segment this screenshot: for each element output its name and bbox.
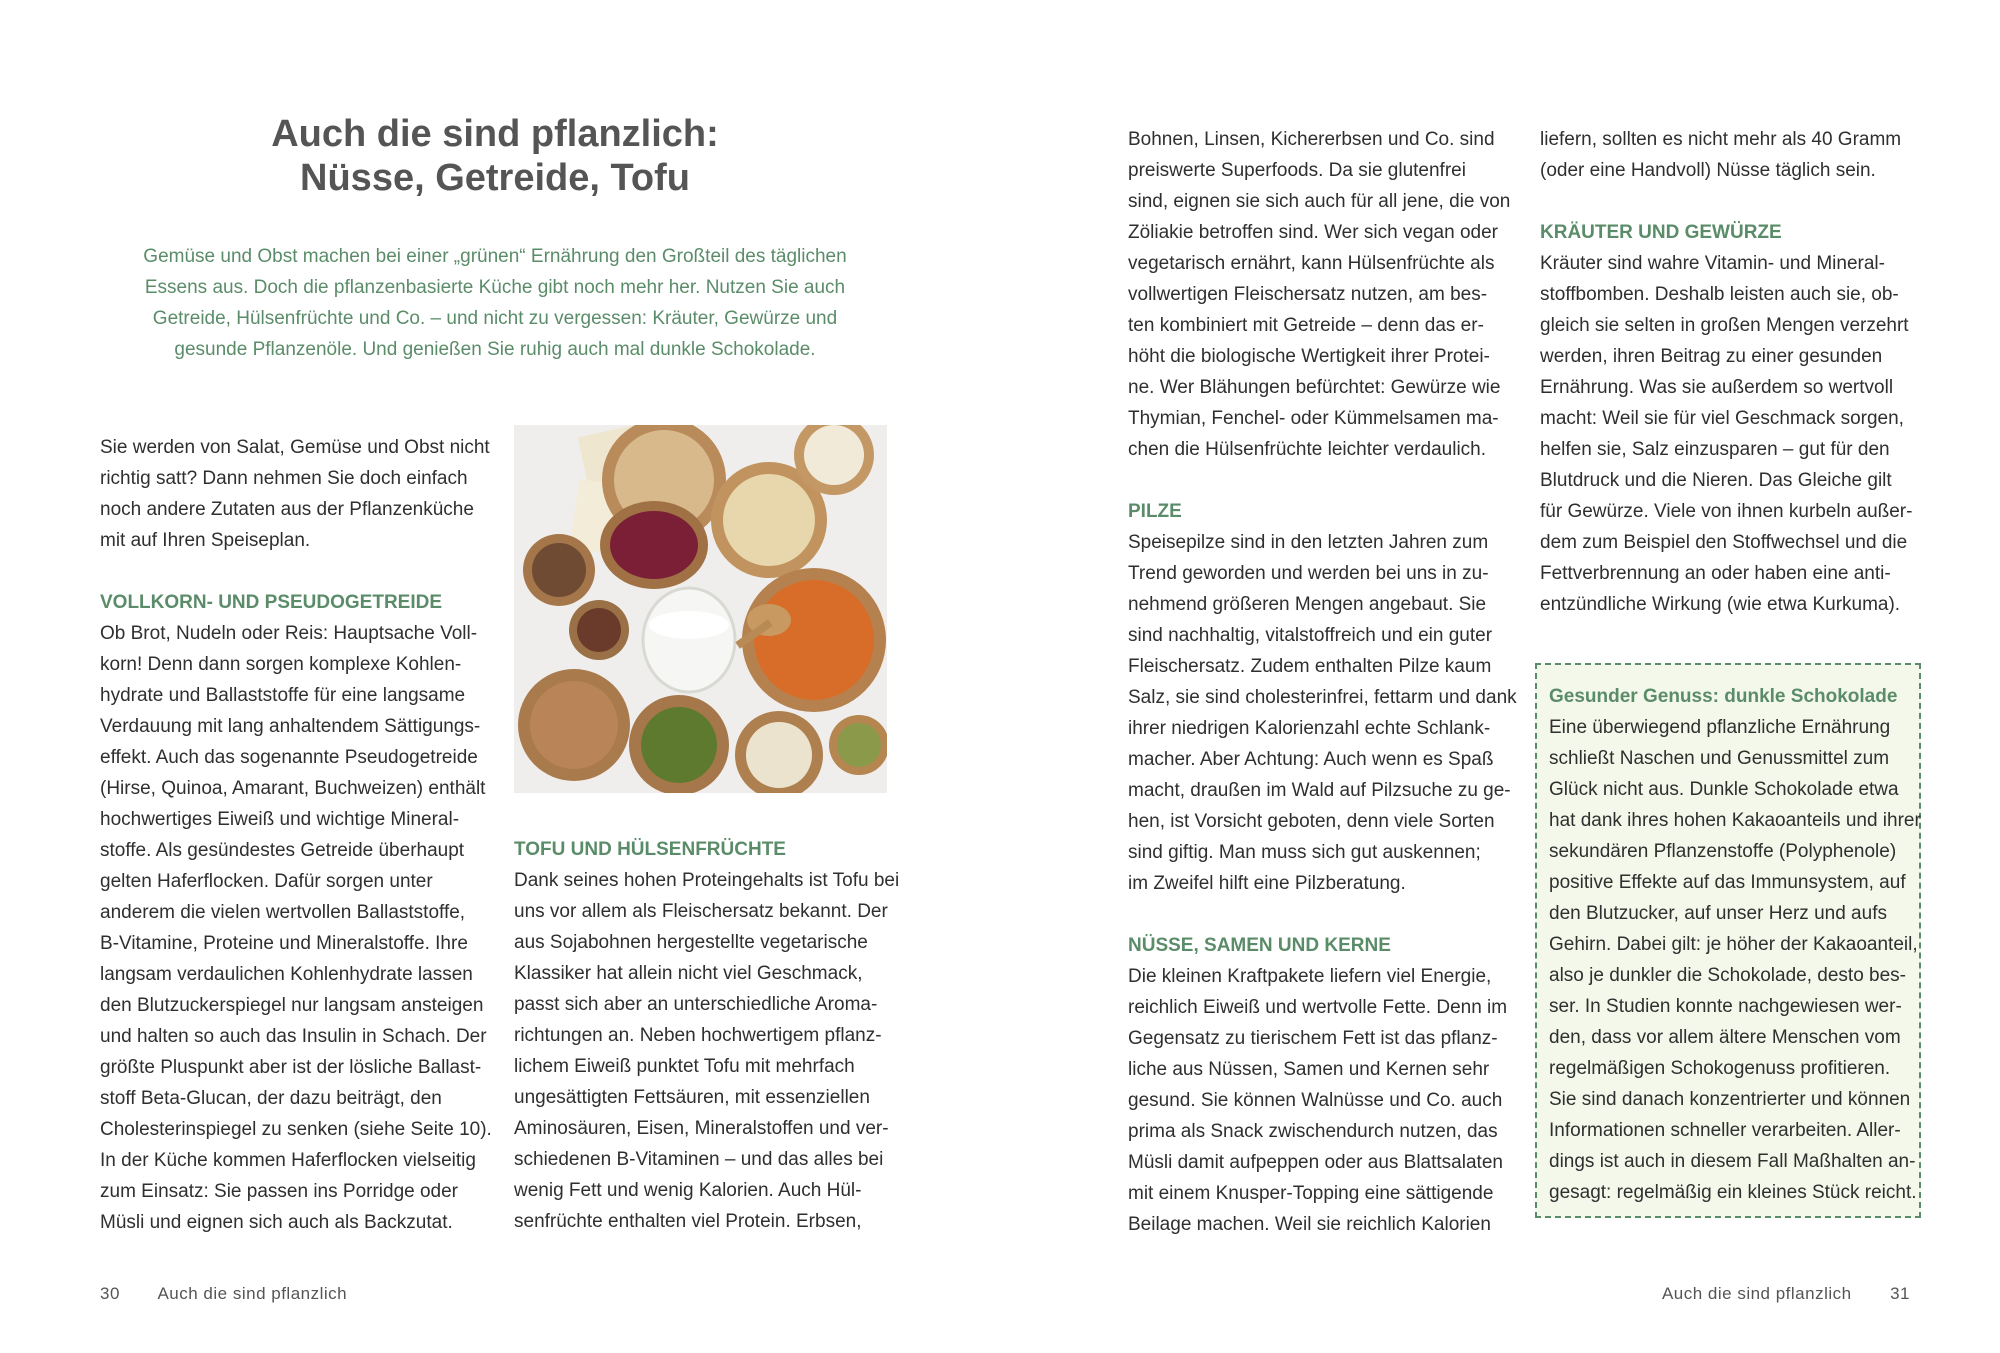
text-line: chen die Hülsenfrüchte leichter verdaulich. [1128,439,1487,460]
page-title [100,112,890,200]
tip-text [1549,712,1921,1208]
text-line: den Blutzuckerspiegel nur langsam ansteigen [100,995,484,1016]
text-line: ihrer niedrigen Kalorienzahl echte Schlank- [1128,718,1491,739]
heading-vollkorn: VOLLKORN- UND PSEUDOGETREIDE [100,592,443,613]
text-line: Beilage machen. Weil sie reichlich Kalorien [1128,1214,1491,1235]
text-line: sind nachhaltig, vitalstoffreich und ein guter [1128,625,1493,646]
heading-tofu: TOFU UND HÜLSENFRÜCHTE [514,839,786,860]
text-line: für Gewürze. Viele von ihnen kurbeln außer- [1540,501,1913,522]
text-line: vollwertigen Fleischersatz nutzen, am bes- [1128,284,1488,305]
col3-huelsen-text [1128,124,1528,465]
col3-pilze-text [1128,527,1528,899]
column-2 [514,834,914,1237]
text-line: Blutdruck und die Nieren. Das Gleiche gilt [1540,470,1892,491]
text-line: wenig Fett und wenig Kalorien. Auch Hül- [514,1180,862,1201]
text-line: sind giftig. Man muss sich gut auskennen; [1128,842,1481,863]
text-line: liche aus Nüssen, Samen und Kernen sehr [1128,1059,1490,1080]
text-line: den, dass vor allem ältere Menschen vom [1549,1027,1901,1048]
column-4 [1540,124,1940,620]
text-line: (Hirse, Quinoa, Amarant, Buchweizen) enthält [100,778,486,799]
legumes-nuts-image [514,425,887,793]
text-line: In der Küche kommen Haferflocken vielseitig [100,1150,476,1171]
text-line: effekt. Auch das sogenannte Pseudogetreide [100,747,478,768]
text-line: lichem Eiweiß punktet Tofu mit mehrfach [514,1056,855,1077]
heading-kraeuter: KRÄUTER UND GEWÜRZE [1540,222,1782,243]
text-line: Eine überwiegend pflanzliche Ernährung [1549,717,1891,738]
text-line: sekundären Pflanzenstoffe (Polyphenole) [1549,841,1897,862]
footer-title-right: Auch die sind pflanzlich [1661,1284,1852,1303]
text-line: stoffbomben. Deshalb leisten auch sie, ob- [1540,284,1899,305]
text-line: Gegensatz zu tierischem Fett ist das pflanz- [1128,1028,1498,1049]
column-3 [1128,124,1528,1240]
col4-kraeuter-text [1540,248,1940,620]
text-line: dings ist auch in diesem Fall Maßhalten an- [1549,1151,1916,1172]
text-line: Thymian, Fenchel- oder Kümmelsamen ma- [1128,408,1499,429]
footer-title-left: Auch die sind pflanzlich [157,1284,348,1303]
text-line: reichlich Eiweiß und wertvolle Fette. Denn im [1128,997,1508,1018]
text-line: (oder eine Handvoll) Nüsse täglich sein. [1540,160,1876,181]
text-line: hochwertiges Eiweiß und wichtige Mineral- [100,809,460,830]
text-line: stoffe. Als gesündestes Getreide überhaupt [100,840,465,861]
text-line: helfen sie, Salz einzusparen – gut für den [1540,439,1890,460]
tip-heading: Gesunder Genuss: dunkle Schokolade [1549,686,1898,707]
heading-nuesse: NÜSSE, SAMEN UND KERNE [1128,935,1391,956]
col4-nuesse-text [1540,124,1940,186]
col1-intro-text [100,432,500,556]
text-line: ungesättigten Fettsäuren, mit essenziellen [514,1087,870,1108]
text-line: Sie sind danach konzentrierter und können [1549,1089,1911,1110]
text-line: im Zweifel hilft eine Pilzberatung. [1128,873,1406,894]
text-line: macht, draußen im Wald auf Pilzsuche zu ge- [1128,780,1511,801]
text-line: höht die biologische Wertigkeit ihrer Protei- [1128,346,1490,367]
text-line: macht: Weil sie für viel Geschmack sorgen, [1540,408,1904,429]
text-line: sind, eignen sie sich auch für all jene, die von [1128,191,1511,212]
text-line: Gehirn. Dabei gilt: je höher der Kakaoanteil, [1549,934,1918,955]
text-line: gleich sie selten in großen Mengen verzehrt [1540,315,1909,336]
text-line: liefern, sollten es nicht mehr als 40 Gramm [1540,129,1902,150]
text-line: Ernährung. Was sie außerdem so wertvoll [1540,377,1894,398]
title-line-2: Nüsse, Getreide, Tofu [300,157,690,199]
col1-vollkorn-text [100,618,500,1238]
text-line: Fleischersatz. Zudem enthalten Pilze kaum [1128,656,1492,677]
text-line: Müsli und eignen sich auch als Backzutat. [100,1212,453,1233]
text-line: Dank seines hohen Proteingehalts ist Tofu bei [514,870,900,891]
footer-left [100,1284,347,1304]
text-line: entzündliche Wirkung (wie etwa Kurkuma). [1540,594,1901,615]
heading-pilze: PILZE [1128,501,1182,522]
text-line: B-Vitamine, Proteine und Mineralstoffe. Ihre [100,933,468,954]
text-line: gelten Haferflocken. Dafür sorgen unter [100,871,433,892]
col3-nuesse-text [1128,961,1528,1240]
tip-box-chocolate [1535,663,1921,1218]
text-line: Die kleinen Kraftpakete liefern viel Energie, [1128,966,1492,987]
text-line: korn! Denn dann sorgen komplexe Kohlen- [100,654,462,675]
text-line: dem zum Beispiel den Stoffwechsel und die [1540,532,1908,553]
text-line: ne. Wer Blähungen befürchtet: Gewürze wie [1128,377,1501,398]
text-line: passt sich aber an unterschiedliche Aroma- [514,994,878,1015]
footer-right [1662,1284,1910,1304]
text-line: Glück nicht aus. Dunkle Schokolade etwa [1549,779,1899,800]
col2-tofu-text [514,865,914,1237]
text-line: ser. In Studien konnte nachgewiesen wer- [1549,996,1902,1017]
text-line: vegetarisch ernährt, kann Hülsenfrüchte als [1128,253,1495,274]
text-line: Salz, sie sind cholesterinfrei, fettarm und dank [1128,687,1517,708]
text-line: Müsli damit aufpeppen oder aus Blattsalaten [1128,1152,1503,1173]
text-line: schiedenen B-Vitaminen – und das alles bei [514,1149,884,1170]
text-line: prima als Snack zwischendurch nutzen, das [1128,1121,1498,1142]
text-line: Fettverbrennung an oder haben eine anti- [1540,563,1891,584]
text-line: richtig satt? Dann nehmen Sie doch einfach [100,468,468,489]
text-line: gesund. Sie können Walnüsse und Co. auch [1128,1090,1503,1111]
text-line: positive Effekte auf das Immunsystem, auf [1549,872,1906,893]
text-line: Trend geworden und werden bei uns in zu- [1128,563,1489,584]
text-line: Aminosäuren, Eisen, Mineralstoffen und ver- [514,1118,889,1139]
text-line: Kräuter sind wahre Vitamin- und Mineral- [1540,253,1885,274]
text-line: hen, ist Vorsicht geboten, denn viele Sorten [1128,811,1495,832]
text-line: anderem die vielen wertvollen Ballaststoffe, [100,902,466,923]
text-line: zum Einsatz: Sie passen ins Porridge oder [100,1181,459,1202]
text-line: also je dunkler die Schokolade, desto bes- [1549,965,1907,986]
text-line: noch andere Zutaten aus der Pflanzenküche [100,499,474,520]
column-1 [100,432,500,1238]
text-line: schließt Naschen und Genussmittel zum [1549,748,1890,769]
text-line: macher. Aber Achtung: Auch wenn es Spaß [1128,749,1494,770]
text-line: regelmäßigen Schokogenuss profitieren. [1549,1058,1891,1079]
text-line: langsam verdaulichen Kohlenhydrate lassen [100,964,473,985]
text-line: den Blutzucker, auf unser Herz und aufs [1549,903,1887,924]
text-line: Cholesterinspiegel zu senken (siehe Seite 10). [100,1119,492,1140]
text-line: Zöliakie betroffen sind. Wer sich vegan oder [1128,222,1498,243]
text-line: Verdauung mit lang anhaltendem Sättigungs- [100,716,481,737]
page-number-left: 30 [100,1284,120,1303]
text-line: Speisepilze sind in den letzten Jahren zum [1128,532,1489,553]
title-line-1: Auch die sind pflanzlich: [271,113,719,155]
text-line: hat dank ihres hohen Kakaoanteils und ihrer [1549,810,1921,831]
text-line: senfrüchte enthalten viel Protein. Erbsen, [514,1211,862,1232]
text-line: Klassiker hat allein nicht viel Geschmack, [514,963,863,984]
text-line: gesagt: regelmäßig ein kleines Stück reicht. [1549,1182,1917,1203]
text-line: mit einem Knusper-Topping eine sättigende [1128,1183,1494,1204]
text-line: stoff Beta-Glucan, der dazu beiträgt, den [100,1088,442,1109]
text-line: hydrate und Ballaststoffe für eine langsame [100,685,466,706]
intro-paragraph: Gemüse und Obst machen bei einer „grünen“ Ernährung den Großteil des täglichen Essens aus. Doch die pflanzenbasierte Küche gibt noch mehr her. Nutzen Sie auch Getreide, Hülsenfrüchte und Co. – und nicht zu vergessen: Kräuter, Gewürze und gesunde Pflanzenöle. Und genießen Sie ruhig auch mal dunkle Schokolade. [143,246,847,360]
text-line: und halten so auch das Insulin in Schach. Der [100,1026,487,1047]
text-line: aus Sojabohnen hergestellte vegetarische [514,932,868,953]
text-line: preiswerte Superfoods. Da sie glutenfrei [1128,160,1466,181]
text-line: werden, ihren Beitrag zu einer gesunden [1540,346,1883,367]
page-number-right: 31 [1890,1284,1910,1303]
text-line: Informationen schneller verarbeiten. Aller- [1549,1120,1901,1141]
text-line: Bohnen, Linsen, Kichererbsen und Co. sind [1128,129,1495,150]
text-line: uns vor allem als Fleischersatz bekannt. Der [514,901,888,922]
text-line: mit auf Ihren Speiseplan. [100,530,311,551]
text-line: Ob Brot, Nudeln oder Reis: Hauptsache Voll- [100,623,478,644]
text-line: Sie werden von Salat, Gemüse und Obst nicht [100,437,490,458]
food-photo [514,425,887,793]
text-line: ten kombiniert mit Getreide – denn das er- [1128,315,1484,336]
text-line: nehmend größeren Mengen angebaut. Sie [1128,594,1487,615]
text-line: richtungen an. Neben hochwertigem pflanz- [514,1025,882,1046]
text-line: größte Pluspunkt aber ist der lösliche Ballast- [100,1057,482,1078]
